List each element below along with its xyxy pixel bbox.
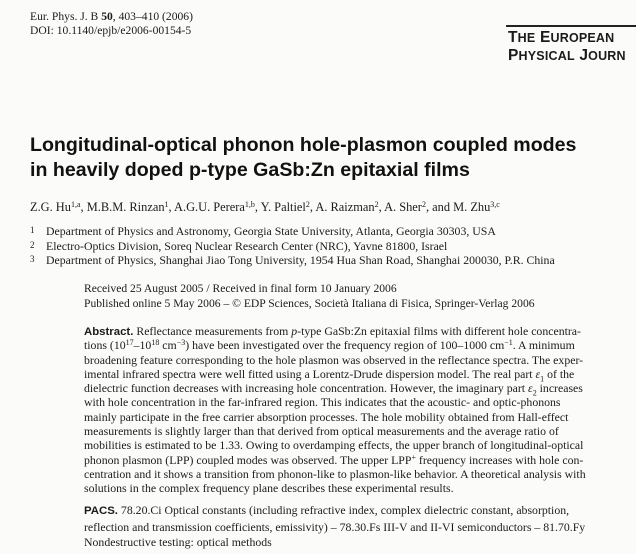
affiliation-item bbox=[30, 224, 555, 239]
masthead-line-2: PHYSICAL JOURN bbox=[508, 47, 626, 64]
masthead-rule bbox=[506, 25, 636, 27]
abstract-heading: Abstract. bbox=[84, 326, 134, 338]
affiliation-number: 1 bbox=[30, 225, 35, 235]
publication-dates bbox=[84, 282, 535, 311]
masthead-line-1: THE EUROPEAN bbox=[508, 29, 615, 46]
journal-doi: DOI: 10.1140/epjb/e2006-00154-5 bbox=[30, 24, 192, 37]
author-list: Z.G. Hu$^{1,a}$, M.B.M. Rinzan$^1$, A.G.U. Perera$^{1,b}$, Y. Paltiel$^2$, A. Raizman$^2$, A. Sher$^2$, and M. Zhu$^{3,c}$ bbox=[30, 200, 500, 214]
title-line-2: in heavily doped p-type GaSb:Zn epitaxial films bbox=[30, 159, 470, 181]
journal-citation: Eur. Phys. J. B 50, 403–410 (2006) bbox=[30, 10, 193, 23]
title-line-1: Longitudinal-optical phonon hole-plasmon coupled modes bbox=[30, 134, 577, 156]
affiliation-text: Electro-Optics Division, Soreq Nuclear Research Center (NRC), Yavne 81800, Israel bbox=[46, 238, 448, 253]
abstract: Abstract. Reflectance measurements from p-type GaSb:Zn epitaxial films with different hole concentra- tions ($10^{17}-10^{18}$ $cm^{-3}$) have been investigated over the frequency region of 100–1000 $cm^{-1}$. A minimum broadening feature corresponding to the hole plasmon was observed in the reflectance spectra. The exper- imental infrared spectra were well fitted using a Lorentz-Drude dispersion model. The real part $\varepsilon_1$ of the dielectric function decreases with increasing hole concentration. However, the imaginary part $\varepsilon_2$ increases with hole concentration in the far-infrared region. This indicates that the acoustic- and optic-phonons mainly participate in the free carrier absorption processes. The hole mobility obtained from Hall-effect measurements is slightly larger than that derived from optical measurements and the average ratio of mobilities is estimated to be 1.33. Owing to overdamping effects, the upper branch of longitudinal-optical phonon plasmon (LPP) coupled modes was observed. The upper LPP+ frequency increases with hole con- centration and it shows a transition from phonon-like to plasmon-like behavior. A theoretical analysis with solutions in the complex frequency plane describes these experimental results. bbox=[84, 324, 586, 496]
published-date: Published online 5 May 2006 – © EDP Sciences, Società Italiana di Fisica, Springer-Verlag 2006 bbox=[84, 296, 535, 310]
journal-citation-block bbox=[30, 10, 193, 38]
affiliation-text: Department of Physics and Astronomy, Georgia State University, Atlanta, Georgia 30303, USA bbox=[46, 224, 496, 238]
pacs-heading: PACS. bbox=[84, 505, 118, 517]
affiliation-list bbox=[30, 224, 555, 268]
affiliation-text: Department of Physics, Shanghai Jiao Tong University, 1954 Hua Shan Road, Shanghai 200030, P.R. China bbox=[46, 253, 555, 268]
paper-title bbox=[30, 133, 630, 183]
affiliation-item bbox=[30, 239, 555, 254]
pacs-codes: PACS. 78.20.Ci Optical constants (including refractive index, complex dielectric constant, absorption, reflection and transmission coefficients, emissivity) – 78.30.Fs III-V and II-VI semiconductors – 81.70.Fy Nondestructive testing: optical methods bbox=[84, 503, 586, 549]
received-date: Received 25 August 2005 / Received in final form 10 January 2006 bbox=[84, 282, 397, 295]
affiliation-number: 2 bbox=[30, 239, 35, 250]
affiliation-item bbox=[30, 253, 555, 268]
journal-masthead bbox=[506, 22, 636, 64]
affiliation-number: 3 bbox=[30, 254, 35, 265]
